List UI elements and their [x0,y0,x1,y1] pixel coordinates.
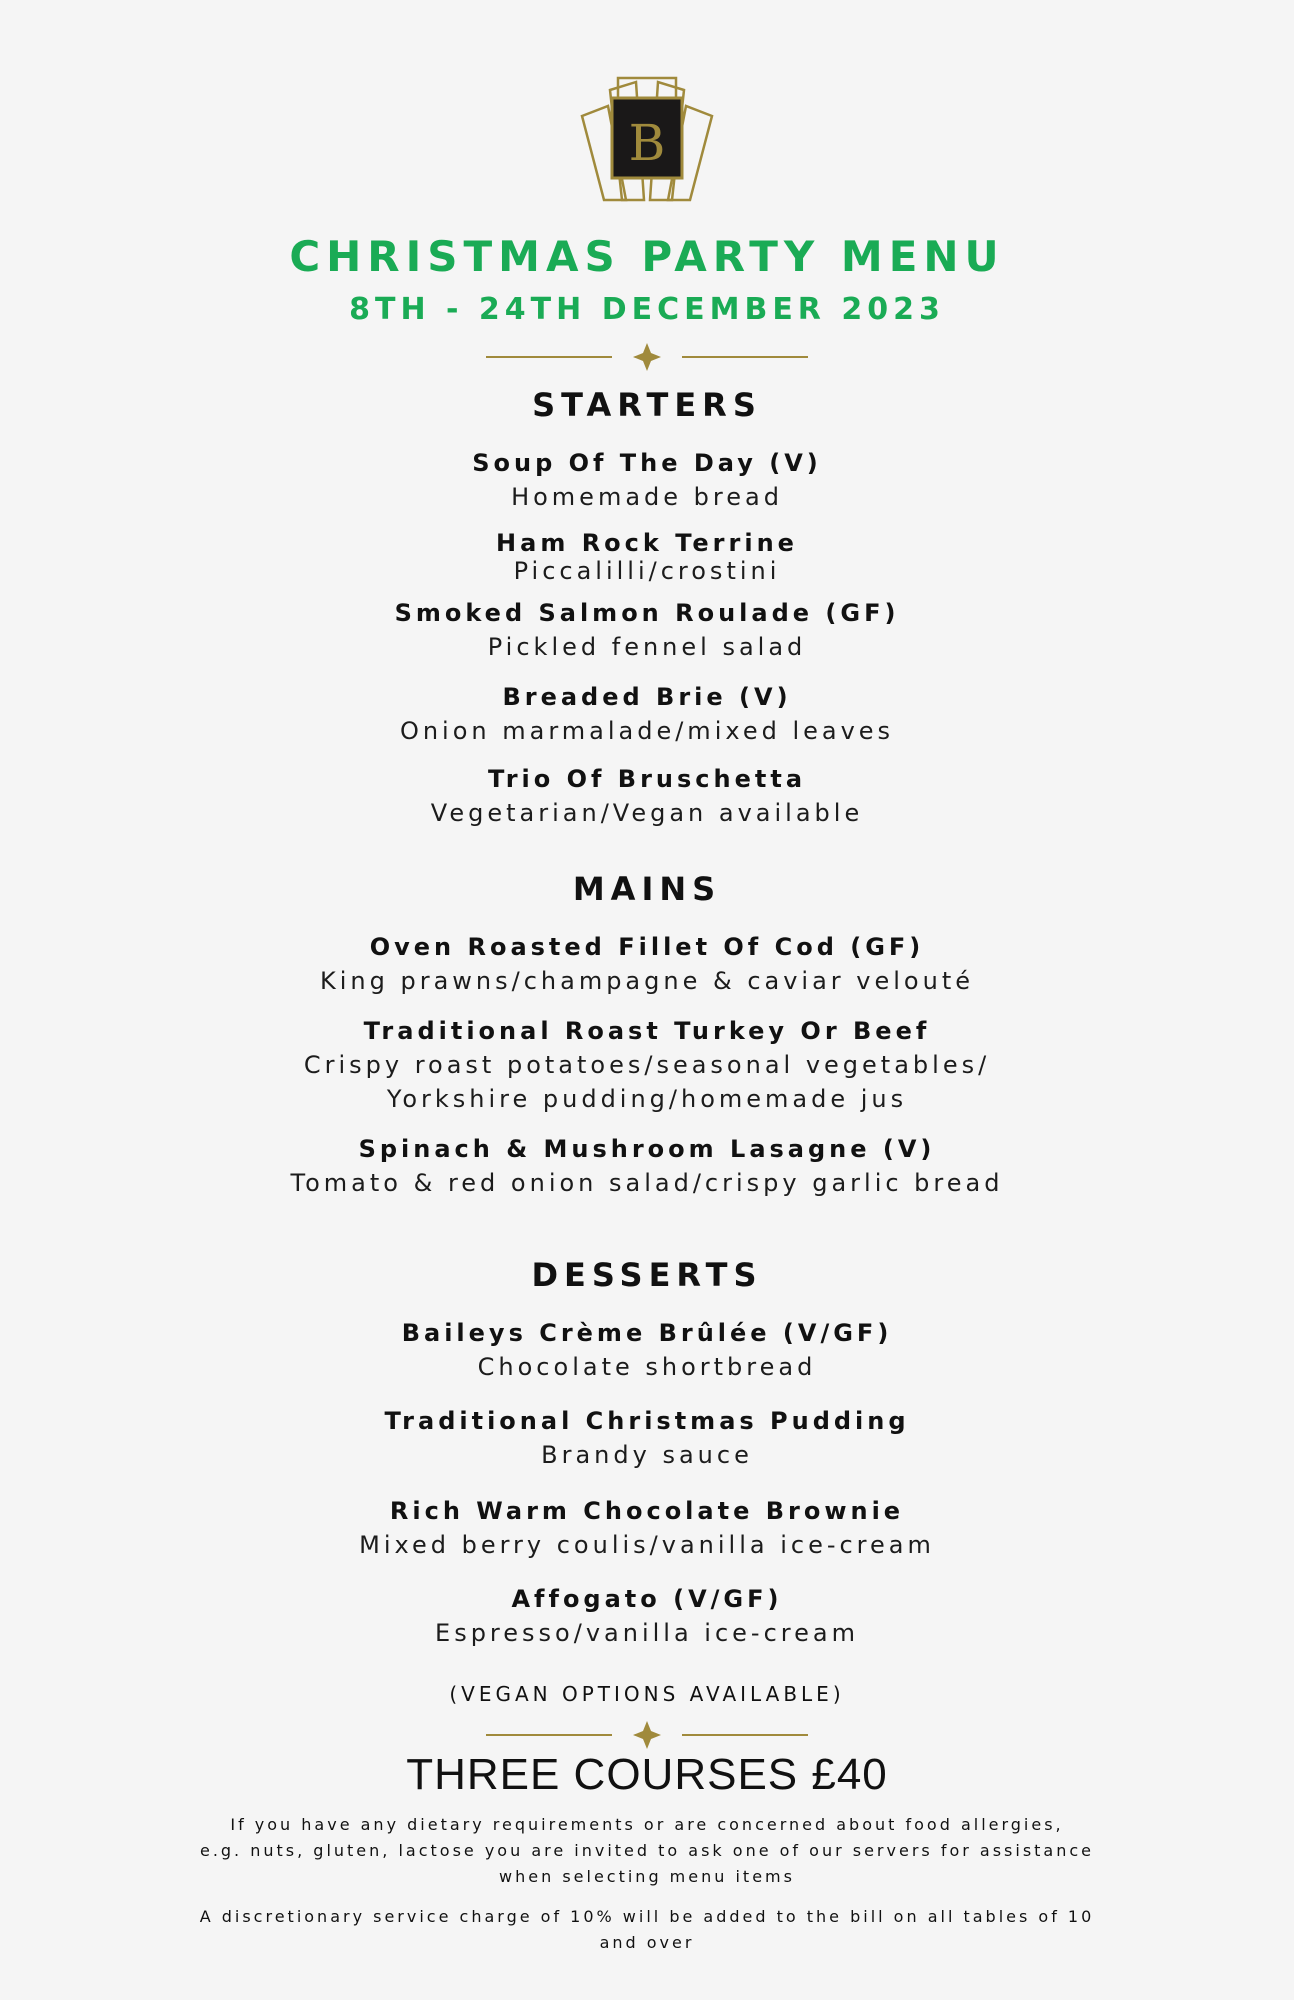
vegan-note: (VEGAN OPTIONS AVAILABLE) [449,1682,845,1706]
item-description: Espresso/vanilla ice-cream [435,1619,859,1647]
price-line: THREE COURSES £40 [406,1750,888,1799]
item-name: Oven Roasted Fillet Of Cod (GF) [369,933,925,961]
item-name: Trio Of Bruschetta [487,765,807,793]
allergy-note [140,1812,1154,1890]
item-name: Breaded Brie (V) [502,683,792,711]
allergy-line: when selecting menu items [499,1867,795,1886]
item-description-line2: Yorkshire pudding/homemade jus [386,1085,908,1113]
item-name: Smoked Salmon Roulade (GF) [394,599,900,627]
item-description: Crispy roast potatoes/seasonal vegetables/ [303,1051,991,1079]
ornament-divider [482,340,812,374]
menu-item [0,526,1294,585]
menu-title: CHRISTMAS PARTY MENU [289,232,1005,281]
service-line: and over [599,1933,695,1952]
item-description: Onion marmalade/mixed leaves [399,717,895,745]
menu-item [0,1404,1294,1472]
menu-item [0,596,1294,664]
item-description: Tomato & red onion salad/crispy garlic bread [290,1169,1004,1197]
item-description: Pickled fennel salad [487,633,807,661]
item-name: Traditional Christmas Pudding [384,1407,910,1435]
starters-heading: STARTERS [532,386,762,424]
menu-item [0,1014,1294,1116]
menu-item [0,762,1294,830]
art-deco-b-logo-icon [578,76,716,206]
allergy-line: If you have any dietary requirements or are concerned about food allergies, [230,1815,1064,1834]
desserts-heading: DESSERTS [531,1256,763,1294]
menu-item [0,1494,1294,1562]
star-icon [633,343,661,371]
item-name: Soup Of The Day (V) [472,449,822,477]
service-charge-note [140,1904,1154,1956]
item-name: Ham Rock Terrine [496,529,798,557]
item-description: Chocolate shortbread [477,1353,817,1381]
item-description: Piccalilli/crostini [513,557,781,585]
menu-item [0,680,1294,748]
menu-item [0,446,1294,514]
allergy-line: e.g. nuts, gluten, lactose you are invited to ask one of our servers for assistance [199,1841,1095,1860]
item-name: Affogato (V/GF) [511,1585,783,1613]
item-name: Baileys Crème Brûlée (V/GF) [401,1319,893,1347]
menu-item [0,1132,1294,1200]
star-icon [633,1721,661,1749]
item-name: Rich Warm Chocolate Brownie [389,1497,905,1525]
menu-dates: 8TH - 24TH DECEMBER 2023 [349,292,945,327]
item-description: Homemade bread [511,483,783,511]
item-description: Mixed berry coulis/vanilla ice-cream [359,1531,935,1559]
ornament-divider [482,1718,812,1752]
menu-item [0,1316,1294,1384]
logo-letter: B [628,114,666,172]
item-description: Brandy sauce [541,1441,753,1469]
item-description: Vegetarian/Vegan available [430,799,864,827]
item-name: Spinach & Mushroom Lasagne (V) [358,1135,936,1163]
menu-item [0,1582,1294,1650]
item-description: King prawns/champagne & caviar velouté [319,967,975,995]
item-name: Traditional Roast Turkey Or Beef [363,1017,931,1045]
menu-item [0,930,1294,998]
service-line: A discretionary service charge of 10% will be added to the bill on all tables of 10 [199,1907,1095,1926]
mains-heading: MAINS [572,870,722,908]
